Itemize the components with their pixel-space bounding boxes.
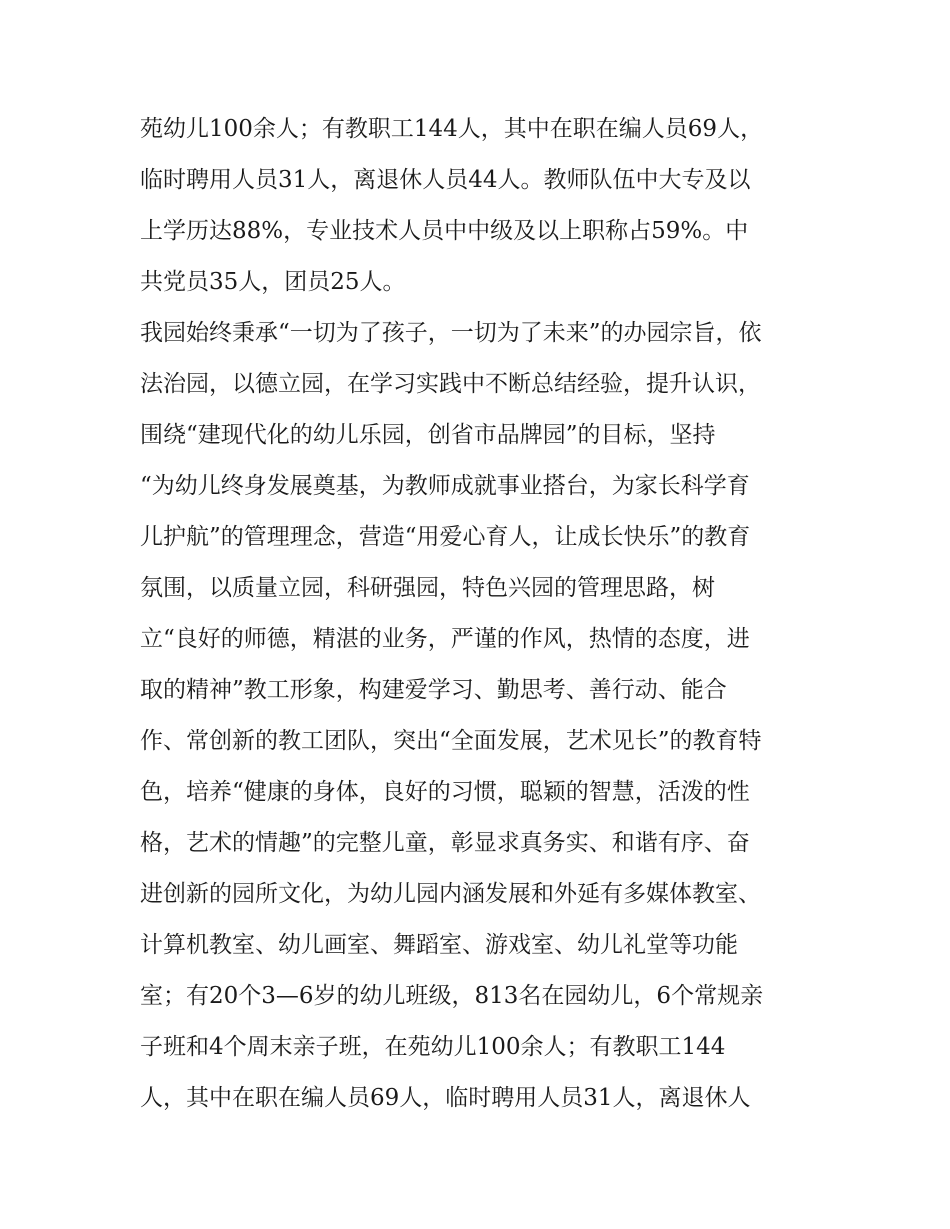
text-line-2: 临时聘用人员31人，离退休人员44人。教师队伍中大专及以 [140, 167, 751, 193]
text-line-11: 立“良好的师德，精湛的业务，严谨的作风，热情的态度，进 [140, 626, 750, 652]
text-line-4: 共党员35人，团员25人。 [140, 269, 406, 295]
text-line-20: 人，其中在职在编人员69人，临时聘用人员31人，离退休人 [140, 1085, 751, 1111]
text-line-17: 计算机教室、幼儿画室、舞蹈室、游戏室、幼儿礼堂等功能 [140, 932, 738, 958]
text-line-19: 子班和4个周末亲子班，在苑幼儿100余人；有教职工144 [140, 1034, 726, 1060]
text-line-8: “为幼儿终身发展奠基，为教师成就事业搭台，为家长科学育 [140, 473, 750, 499]
text-line-15: 格，艺术的情趣”的完整儿童，彰显求真务实、和谐有序、奋 [140, 830, 750, 856]
text-line-6: 法治园，以德立园，在学习实践中不断总结经验，提升认识， [140, 371, 761, 397]
text-line-18: 室；有20个3—6岁的幼儿班级，813名在园幼儿，6个常规亲 [140, 983, 764, 1009]
body-text [140, 104, 820, 1124]
text-line-16: 进创新的园所文化，为幼儿园内涵发展和外延有多媒体教室、 [140, 881, 761, 907]
text-line-12: 取的精神”教工形象，构建爱学习、勤思考、善行动、能合 [140, 677, 727, 703]
text-line-10: 氛围，以质量立园，科研强园，特色兴园的管理思路，树 [140, 575, 715, 601]
text-line-1: 苑幼儿100余人；有教职工144人，其中在职在编人员69人， [140, 116, 764, 142]
text-line-9: 儿护航”的管理理念，营造“用爱心育人，让成长快乐”的教育 [140, 524, 751, 550]
text-line-3: 上学历达88%，专业技术人员中中级及以上职称占59%。中 [140, 218, 749, 244]
text-line-14: 色，培养“健康的身体，良好的习惯，聪颖的智慧，活泼的性 [140, 779, 750, 805]
text-line-13: 作、常创新的教工团队，突出“全面发展，艺术见长”的教育特 [140, 728, 762, 754]
text-line-5: 我园始终秉承“一切为了孩子，一切为了未来”的办园宗旨，依 [140, 320, 762, 346]
text-line-7: 围绕“建现代化的幼儿乐园，创省市品牌园”的目标，坚持 [140, 422, 716, 448]
